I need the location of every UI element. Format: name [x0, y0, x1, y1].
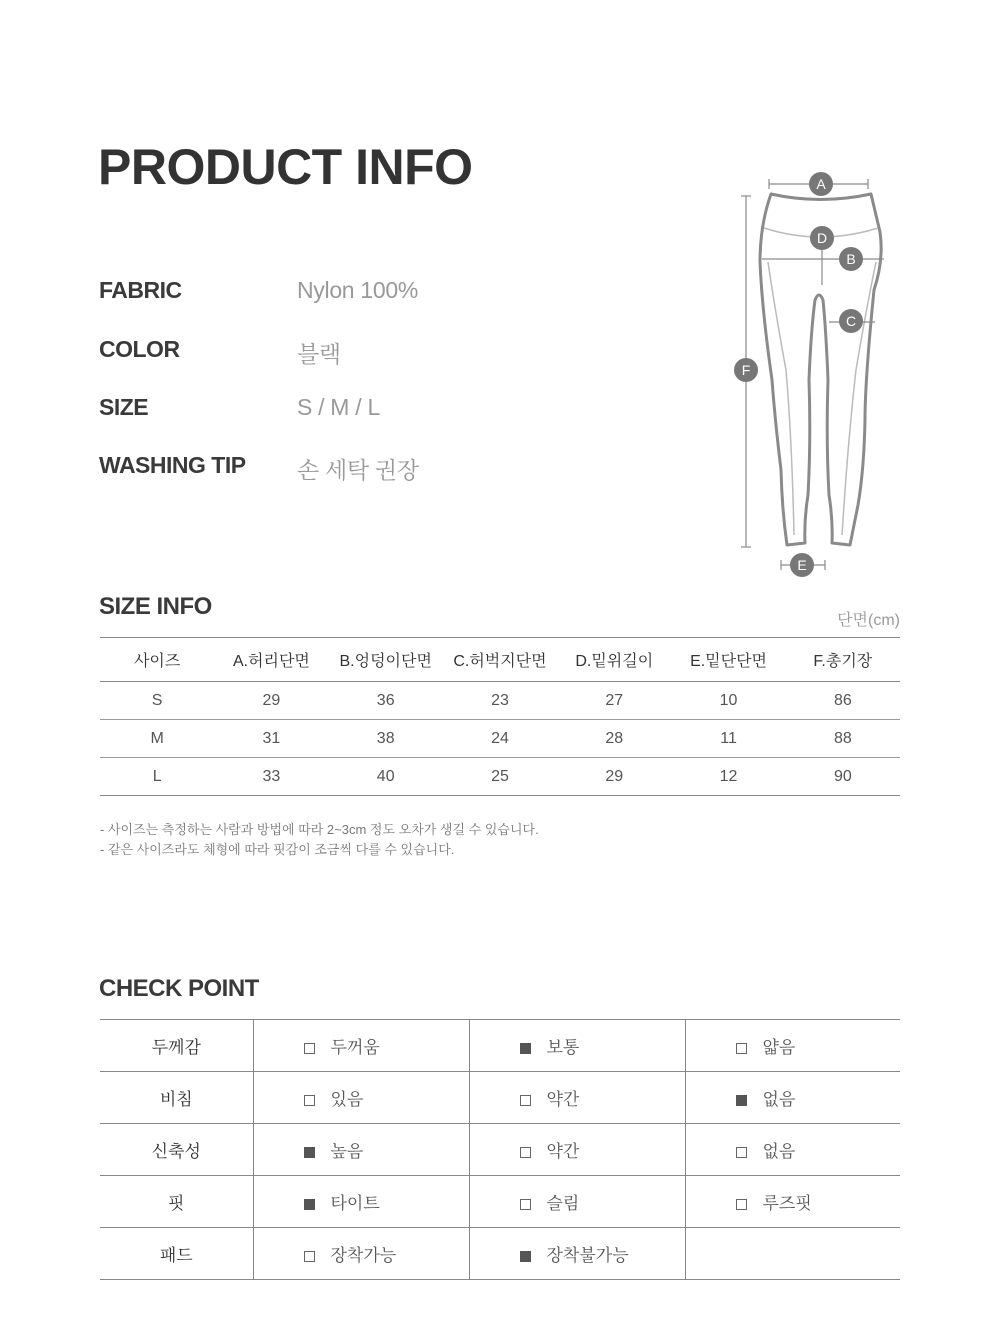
spec-value: 손 세탁 권장	[297, 457, 419, 483]
checked-box-icon	[520, 1251, 531, 1262]
marker-b	[839, 247, 863, 271]
check-attribute-label: 비침	[100, 1072, 253, 1124]
table-cell: 29	[557, 758, 671, 796]
check-attribute-label: 패드	[100, 1228, 253, 1280]
marker-e	[790, 553, 814, 577]
check-option-label: 얇음	[762, 1038, 796, 1057]
size-info-title: SIZE INFO	[99, 593, 212, 620]
check-option	[685, 1020, 900, 1072]
table-cell: 90	[786, 758, 900, 796]
check-option-label: 높음	[330, 1142, 364, 1161]
column-header: 사이즈	[100, 638, 214, 682]
check-option	[253, 1020, 469, 1072]
marker-a	[809, 172, 833, 196]
table-cell: 11	[671, 720, 785, 758]
check-option-label: 루즈핏	[762, 1194, 812, 1213]
table-cell: 23	[443, 682, 557, 720]
check-option-label: 장착불가능	[546, 1246, 629, 1265]
unchecked-box-icon	[304, 1251, 315, 1262]
check-point-title: CHECK POINT	[99, 975, 259, 1002]
checked-box-icon	[736, 1095, 747, 1106]
table-cell: 36	[329, 682, 443, 720]
spec-row-color	[99, 336, 619, 372]
marker-label: A	[816, 176, 826, 192]
check-option	[253, 1176, 469, 1228]
check-row-sheerness	[100, 1072, 900, 1124]
marker-label: E	[797, 557, 807, 573]
table-cell: 31	[214, 720, 328, 758]
check-option	[685, 1072, 900, 1124]
size-cell: M	[100, 720, 214, 758]
size-cell: L	[100, 758, 214, 796]
note-line: - 사이즈는 측정하는 사람과 방법에 따라 2~3cm 정도 오차가 생길 수 있습니다.	[100, 822, 539, 837]
marker-label: D	[816, 230, 828, 246]
spec-row-size	[99, 394, 619, 430]
check-row-stretch	[100, 1124, 900, 1176]
check-option	[685, 1176, 900, 1228]
marker-label: F	[741, 362, 751, 378]
table-row	[100, 758, 900, 796]
check-attribute-label: 두께감	[100, 1020, 253, 1072]
check-attribute-label: 신축성	[100, 1124, 253, 1176]
empty-cell	[685, 1228, 900, 1280]
size-table-header-row	[100, 638, 900, 682]
spec-label: SIZE	[99, 394, 149, 420]
size-notes	[100, 820, 539, 860]
spec-row-fabric	[99, 277, 619, 313]
check-option	[469, 1072, 685, 1124]
table-cell: 86	[786, 682, 900, 720]
column-header: C.허벅지단면	[443, 638, 557, 682]
check-option-label: 타이트	[330, 1194, 380, 1213]
check-row-fit	[100, 1176, 900, 1228]
column-header: E.밑단단면	[671, 638, 785, 682]
table-cell: 88	[786, 720, 900, 758]
column-header: B.엉덩이단면	[329, 638, 443, 682]
table-cell: 33	[214, 758, 328, 796]
table-cell: 40	[329, 758, 443, 796]
check-option	[469, 1124, 685, 1176]
size-table	[100, 637, 900, 796]
check-option	[469, 1228, 685, 1280]
leggings-measurement-diagram	[700, 160, 910, 590]
check-option-label: 없음	[762, 1142, 796, 1161]
spec-label: WASHING TIP	[99, 452, 246, 478]
table-cell: 24	[443, 720, 557, 758]
checked-box-icon	[520, 1043, 531, 1054]
spec-value: S / M / L	[297, 394, 380, 420]
check-option-label: 약간	[546, 1090, 580, 1109]
check-point-table	[100, 1019, 900, 1280]
table-cell: 38	[329, 720, 443, 758]
table-cell: 29	[214, 682, 328, 720]
spec-value: Nylon 100%	[297, 277, 419, 303]
check-row-thickness	[100, 1020, 900, 1072]
check-option-label: 슬림	[546, 1194, 580, 1213]
check-option-label: 없음	[762, 1090, 796, 1109]
unchecked-box-icon	[520, 1095, 531, 1106]
check-option-label: 있음	[330, 1090, 364, 1109]
note-line: - 같은 사이즈라도 체형에 따라 핏감이 조금씩 다를 수 있습니다.	[100, 842, 455, 857]
check-option	[253, 1072, 469, 1124]
check-option	[253, 1228, 469, 1280]
check-option-label: 약간	[546, 1142, 580, 1161]
spec-value: 블랙	[297, 341, 341, 367]
table-cell: 28	[557, 720, 671, 758]
check-option	[469, 1176, 685, 1228]
marker-c	[839, 309, 863, 333]
unchecked-box-icon	[736, 1199, 747, 1210]
check-option	[469, 1020, 685, 1072]
check-option-label: 두꺼움	[330, 1038, 380, 1057]
column-header: A.허리단면	[214, 638, 328, 682]
column-header: D.밑위길이	[557, 638, 671, 682]
table-cell: 25	[443, 758, 557, 796]
marker-f	[734, 358, 758, 382]
unchecked-box-icon	[520, 1199, 531, 1210]
column-header: F.총기장	[786, 638, 900, 682]
check-option	[685, 1124, 900, 1176]
marker-label: C	[845, 313, 857, 329]
unit-note: 단면(cm)	[837, 612, 900, 629]
marker-label: B	[846, 251, 856, 267]
table-row	[100, 720, 900, 758]
size-cell: S	[100, 682, 214, 720]
check-option	[253, 1124, 469, 1176]
check-option-label: 장착가능	[330, 1246, 397, 1265]
checked-box-icon	[304, 1199, 315, 1210]
unchecked-box-icon	[304, 1043, 315, 1054]
table-cell: 10	[671, 682, 785, 720]
spec-label: COLOR	[99, 336, 180, 362]
check-option-label: 보통	[546, 1038, 580, 1057]
unchecked-box-icon	[736, 1043, 747, 1054]
page-title: PRODUCT INFO	[98, 139, 473, 195]
unchecked-box-icon	[736, 1147, 747, 1158]
table-row	[100, 682, 900, 720]
check-row-pad	[100, 1228, 900, 1280]
table-cell: 12	[671, 758, 785, 796]
spec-row-washing-tip	[99, 452, 619, 488]
checked-box-icon	[304, 1147, 315, 1158]
unchecked-box-icon	[520, 1147, 531, 1158]
check-attribute-label: 핏	[100, 1176, 253, 1228]
spec-label: FABRIC	[99, 277, 182, 303]
unchecked-box-icon	[304, 1095, 315, 1106]
marker-d	[810, 226, 834, 250]
table-cell: 27	[557, 682, 671, 720]
